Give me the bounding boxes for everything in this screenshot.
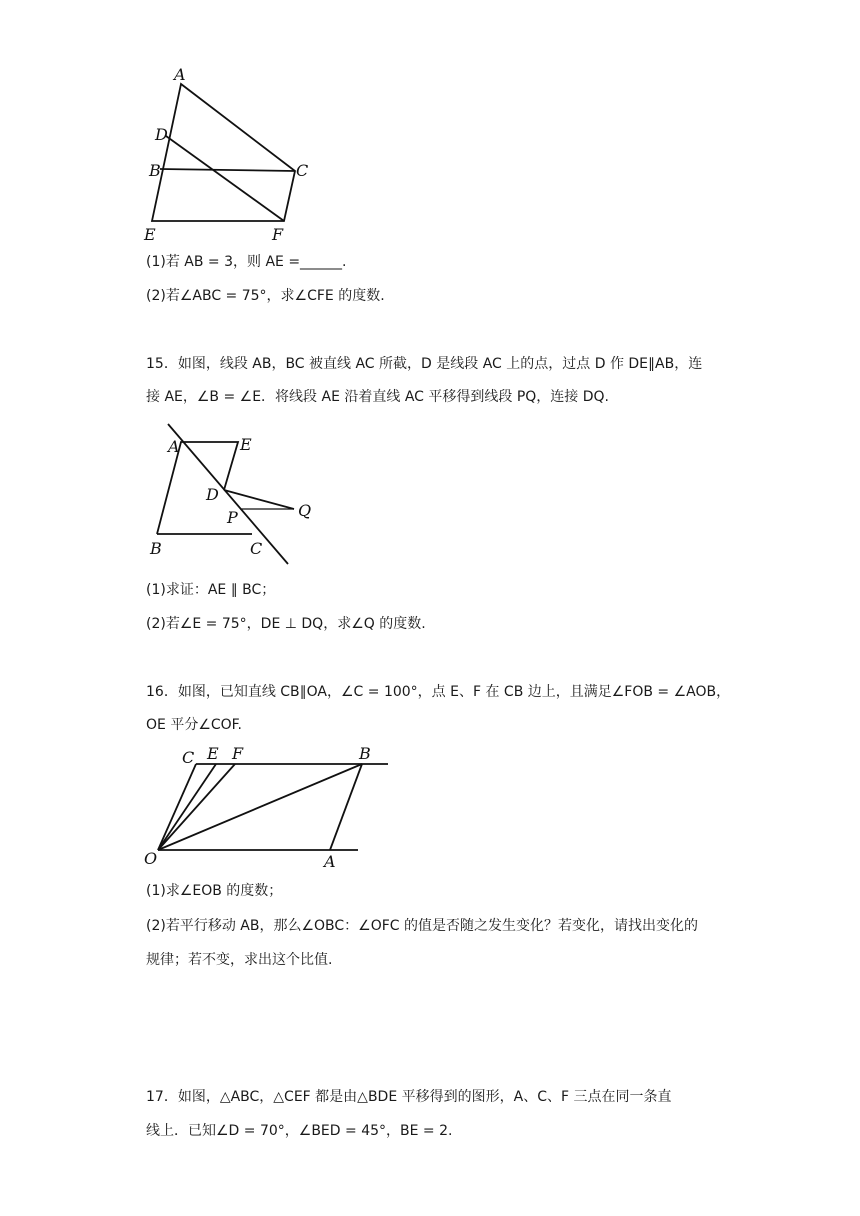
q16-part2-line2: 规律；若不变，求出这个比值. xyxy=(146,952,333,968)
segment-bc xyxy=(160,169,295,171)
label-e: E xyxy=(207,744,219,763)
label-d: D xyxy=(206,485,219,504)
label-b: B xyxy=(150,539,162,558)
segment-ab xyxy=(330,764,362,850)
label-c: C xyxy=(250,539,263,558)
q14-part2: (2)若∠ABC = 75°，求∠CFE 的度数. xyxy=(146,288,385,304)
label-c: C xyxy=(182,748,195,767)
label-q: Q xyxy=(298,501,312,520)
q15-part2: (2)若∠E = 75°，DE ⊥ DQ，求∠Q 的度数. xyxy=(146,616,426,632)
label-e: E xyxy=(144,225,156,244)
label-c: C xyxy=(296,161,309,180)
label-a: A xyxy=(168,437,180,456)
label-e: E xyxy=(240,435,252,454)
q16-part1: (1)求∠EOB 的度数； xyxy=(146,883,283,899)
figure-q14 xyxy=(140,66,340,246)
label-b: B xyxy=(149,161,161,180)
label-f: F xyxy=(232,744,244,763)
label-b: B xyxy=(359,744,371,763)
q14-part1: (1)若 AB = 3，则 AE =______. xyxy=(146,254,347,270)
label-o: O xyxy=(144,849,158,868)
label-d: D xyxy=(155,125,168,144)
label-a: A xyxy=(324,852,336,870)
label-a: A xyxy=(174,66,186,84)
q15-part1: (1)求证：AE ∥ BC； xyxy=(146,582,276,598)
q16-stem-line2: OE 平分∠COF. xyxy=(146,717,242,733)
figure-q16 xyxy=(140,742,400,870)
line-ac xyxy=(168,424,288,564)
quadrilateral-aefc xyxy=(152,84,295,221)
q16-stem-line1: 16．如图，已知直线 CB∥OA，∠C = 100°，点 E、F 在 CB 边上，且满足∠FOB = ∠AOB， xyxy=(146,684,731,700)
label-f: F xyxy=(272,225,284,244)
label-p: P xyxy=(227,508,238,527)
figure-q15 xyxy=(140,420,340,570)
q17-stem-line1: 17．如图，△ABC，△CEF 都是由△BDE 平移得到的图形，A、C、F 三点在同一条直 xyxy=(146,1089,672,1105)
q16-part2-line1: (2)若平行移动 AB，那么∠OBC：∠OFC 的值是否随之发生变化？若变化，请找出变化的 xyxy=(146,918,699,934)
segment-of xyxy=(158,764,235,850)
segment-dq xyxy=(224,490,294,509)
q15-stem-line1: 15．如图，线段 AB，BC 被直线 AC 所截，D 是线段 AC 上的点，过点 D 作 DE∥AB，连 xyxy=(146,356,703,372)
q17-stem-line2: 线上．已知∠D = 70°，∠BED = 45°，BE = 2. xyxy=(146,1123,453,1139)
q15-stem-line2: 接 AE，∠B = ∠E．将线段 AE 沿着直线 AC 平移得到线段 PQ，连接 DQ. xyxy=(146,389,609,405)
segment-ob xyxy=(158,764,362,850)
